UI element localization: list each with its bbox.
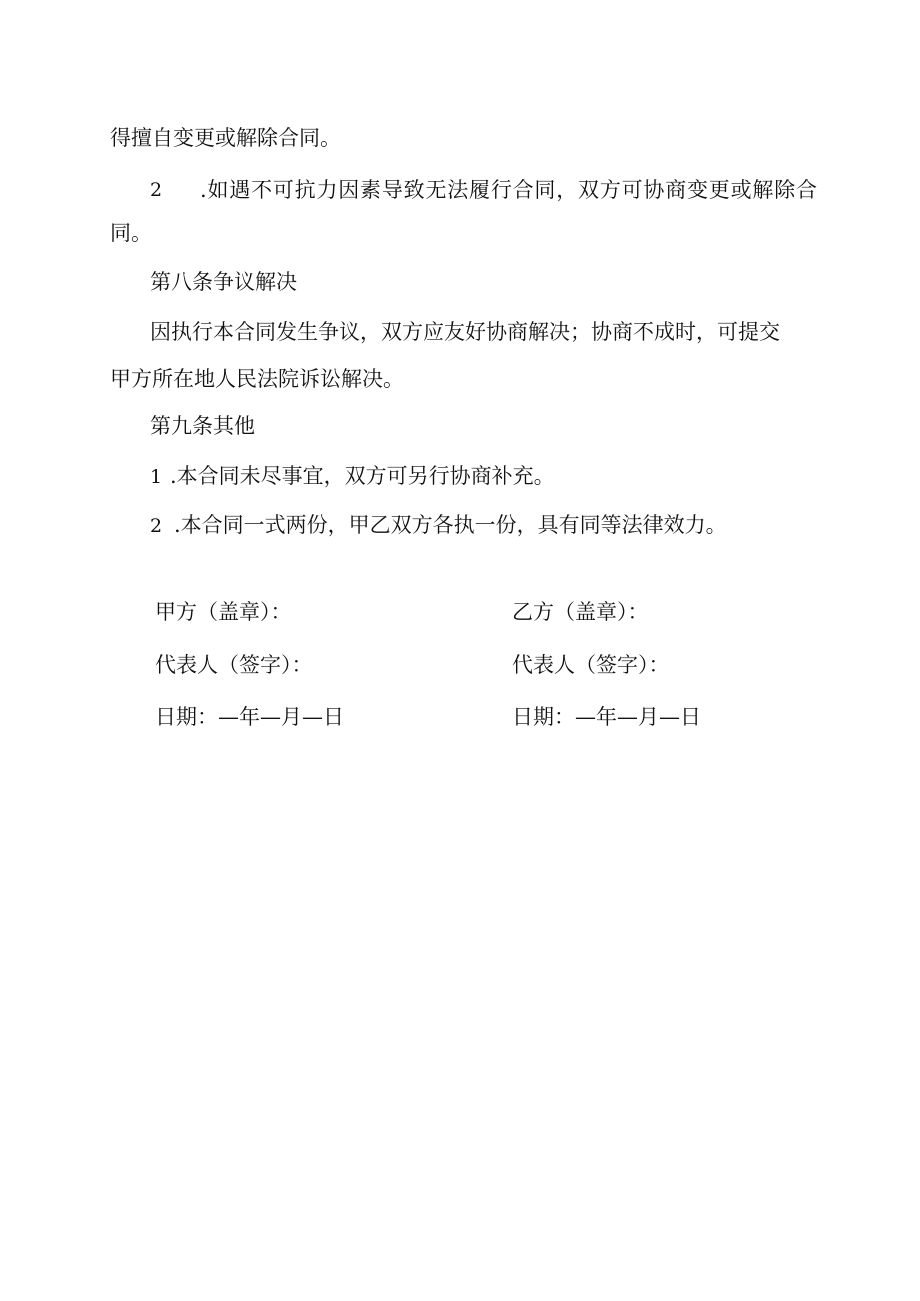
clause9-item1-number: 1 <box>150 466 163 488</box>
clause8-body-line2: 甲方所在地人民法院诉讼解决。 <box>110 367 404 391</box>
party-a-date-label: 日期：—年—月—日 <box>155 705 344 729</box>
clause7-item2 <box>110 180 817 201</box>
clause7-item2-number: 2 <box>150 179 163 201</box>
clause8-title: 第八条争议解决 <box>150 270 297 294</box>
clause8-body-line1: 因执行本合同发生争议，双方应友好协商解决；协商不成时，可提交 <box>150 320 780 344</box>
clause9-item2 <box>150 515 727 536</box>
party-b-representative-label: 代表人（签字）： <box>512 653 670 677</box>
clause7-item2-text: .如遇不可抗力因素导致无法履行合同，双方可协商变更或解除合 <box>200 178 817 202</box>
clause9-item2-number: 2 <box>150 515 163 537</box>
clause9-item1-text: .本合同未尽事宜，双方可另行协商补充。 <box>170 464 555 488</box>
party-b-date-label: 日期：—年—月—日 <box>512 705 701 729</box>
clause7-item2-continuation: 同。 <box>110 221 152 245</box>
party-a-seal-label: 甲方（盖章）： <box>155 600 292 624</box>
clause7-continuation: 得擅自变更或解除合同。 <box>110 126 341 150</box>
clause9-title: 第九条其他 <box>150 414 255 438</box>
clause9-item2-text: .本合同一式两份，甲乙双方各执一份，具有同等法律效力。 <box>174 513 727 537</box>
party-a-representative-label: 代表人（签字）： <box>155 653 313 677</box>
party-b-seal-label: 乙方（盖章）： <box>512 600 649 624</box>
clause9-item1 <box>150 466 555 487</box>
